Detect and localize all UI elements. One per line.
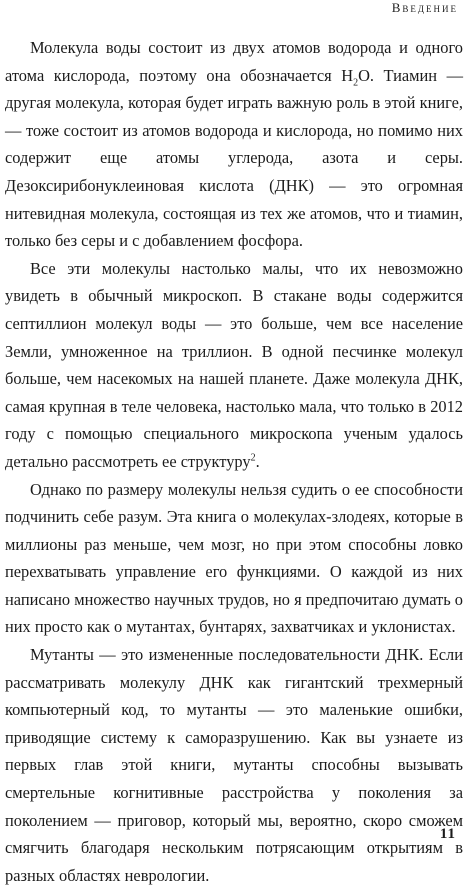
paragraph-molecule-size: [5, 255, 463, 476]
footnote-marker-2: 2: [250, 452, 256, 464]
body-text: [5, 34, 463, 889]
paragraph-2-text-start: Все эти молекулы настолько малы, что их невозможно увидеть в обычный микроскоп. В стакане воды содержится септиллион молекул воды — это больше, чем все население Земли, умноженное на триллион. В одной песчинке молекул больше, чем насекомых на нашей планете. Даже молекула ДНК, самая крупная в теле человека, настолько мала, что только в 2012 году с помощью специального микроскопа ученым удалось детально рассмотреть ее структуру: [5, 258, 463, 471]
page-number: 11: [439, 826, 456, 842]
running-head: Введение: [391, 0, 458, 15]
paragraph-water-molecule: [5, 34, 463, 255]
paragraph-villain-molecules: Однако по размеру молекулы нельзя судить о ее способности подчинить себе разум. Эта книга о молекулах-злодеях, которые в миллионы раз меньше, чем мозг, но при этом способны ловко перехватывать управление его функциями. О каждой из них написано множество научных трудов, но я предпочитаю думать о них просто как о мутантах, бунтарях, захватчиках и уклонистах.: [5, 479, 463, 637]
paragraph-1-text-start: Молекула воды состоит из двух атомов водорода и одного атома кислорода, поэтому она обозначается H: [5, 38, 463, 85]
paragraph-2-text-end: .: [255, 451, 260, 471]
paragraph-1-text-end: O. Тиамин — другая молекула, которая будет играть важную роль в этой книге, — тоже состоит из атомов водорода и кислорода, но помимо них содержит еще атомы углерода, азота и серы. Дезоксирибонуклеиновая кислота (ДНК) — это огромная нитевидная молекула, состоящая из тех же атомов, что и тиамин, только без серы и с добавлением фосфора.: [5, 65, 463, 251]
subscript-2: 2: [353, 76, 359, 88]
paragraph-mutants: Мутанты — это измененные последовательности ДНК. Если рассматривать молекулу ДНК как гигантский трехмерный компьютерный код, то мутанты — это маленькие ошибки, приводящие систему к саморазрушению. Как вы узнаете из первых глав этой книги, мутанты способны вызывать смертельные когнитивные расстройства у поколения за поколением — приговор, который мы, вероятно, скоро сможем смягчить благодаря нескольким потрясающим открытиям в разных областях неврологии.: [5, 645, 463, 885]
